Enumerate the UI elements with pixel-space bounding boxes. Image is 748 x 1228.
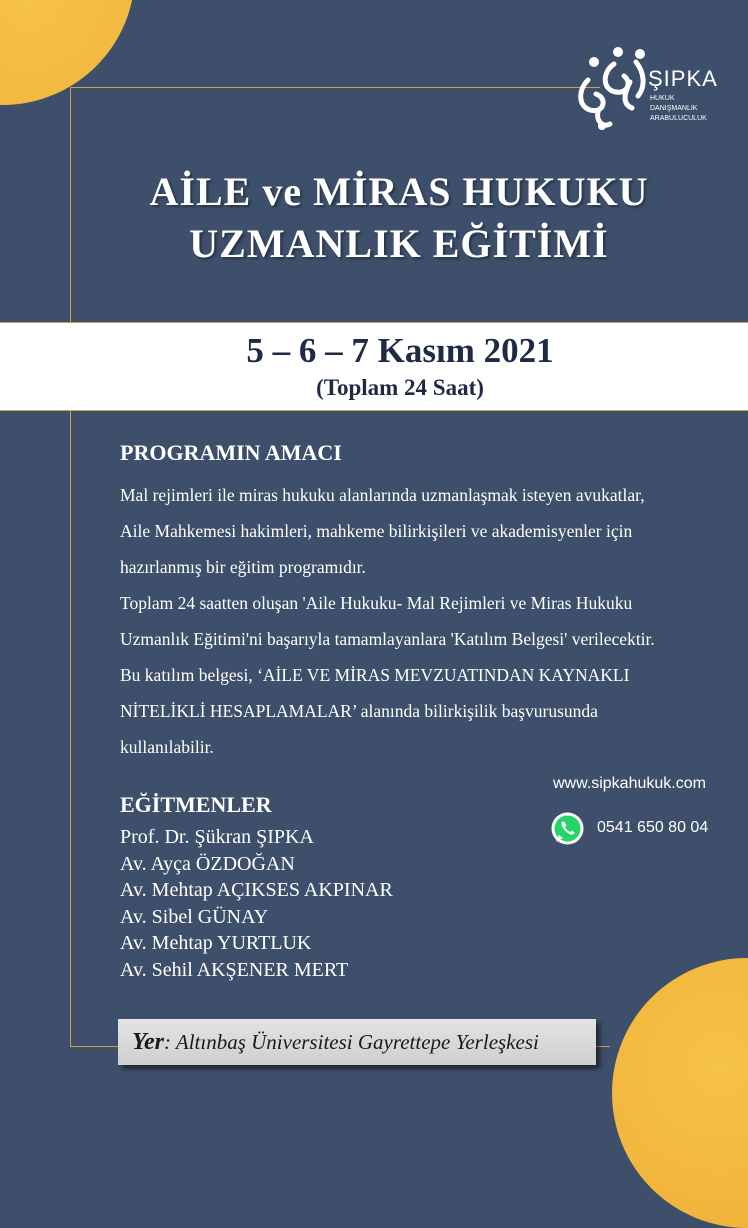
- page-title: [0, 166, 748, 270]
- logo-figures-icon: [574, 42, 654, 137]
- program-line: Aile Mahkemesi hakimleri, mahkeme bilirkişileri ve akademisyenler için: [120, 521, 633, 541]
- trainers-heading: EĞİTMENLER: [120, 792, 272, 817]
- event-date: 5 – 6 – 7 Kasım 2021: [246, 331, 554, 370]
- decorative-circle-top: [0, 0, 135, 105]
- venue-banner: [118, 1019, 596, 1065]
- venue-label: Yer: [132, 1029, 164, 1055]
- trainers-list: [120, 824, 540, 983]
- trainer-name: Prof. Dr. Şükran ŞIPKA: [120, 826, 314, 848]
- program-line: kullanılabilir.: [120, 737, 214, 757]
- whatsapp-icon: [550, 811, 585, 846]
- program-line: Toplam 24 saatten oluşan 'Aile Hukuku- Mal Rejimleri ve Miras Hukuku: [120, 593, 633, 613]
- venue-text: : Altınbaş Üniversitesi Gayrettepe Yerleşkesi: [164, 1030, 539, 1054]
- phone-number[interactable]: 0541 650 80 04: [597, 819, 709, 836]
- trainer-name: Av. Sibel GÜNAY: [120, 905, 269, 928]
- trainer-name: Av. Mehtap AÇIKSES AKPINAR: [120, 879, 393, 901]
- program-line: Bu katılım belgesi, ‘AİLE VE MİRAS MEVZUATINDAN KAYNAKLI: [120, 665, 630, 685]
- frame-line-top: [70, 87, 600, 88]
- program-line: NİTELİKLİ HESAPLAMALAR’ alanında bilirkişilik başvurusunda: [120, 701, 598, 721]
- trainer-name: Av. Mehtap YURTLUK: [120, 932, 312, 954]
- decorative-circle-bottom: [612, 958, 748, 1228]
- title-line-2: UZMANLIK EĞİTİMİ: [189, 221, 609, 266]
- program-line: Uzmanlık Eğitimi'ni başarıyla tamamlayanlara 'Katılım Belgesi' verilecektir.: [120, 629, 655, 649]
- trainer-name: Av. Ayça ÖZDOĞAN: [120, 852, 295, 875]
- program-line: Mal rejimleri ile miras hukuku alanlarında uzmanlaşmak isteyen avukatlar,: [120, 485, 645, 505]
- website-link[interactable]: www.sipkahukuk.com: [553, 775, 706, 792]
- title-line-1: AİLE ve MİRAS HUKUKU: [149, 169, 649, 214]
- logo-tagline: HUKUK DANIŞMANLIK ARABULUCULUK: [650, 95, 707, 122]
- program-heading: PROGRAMIN AMACI: [120, 440, 342, 465]
- date-banner: [0, 322, 748, 411]
- program-description: [120, 477, 720, 765]
- logo-name: ŞIPKA: [648, 66, 718, 91]
- event-duration: (Toplam 24 Saat): [316, 375, 484, 400]
- program-line: hazırlanmış bir eğitim programıdır.: [120, 557, 366, 577]
- sipka-logo: [574, 42, 744, 137]
- trainer-name: Av. Sehil AKŞENER MERT: [120, 958, 349, 981]
